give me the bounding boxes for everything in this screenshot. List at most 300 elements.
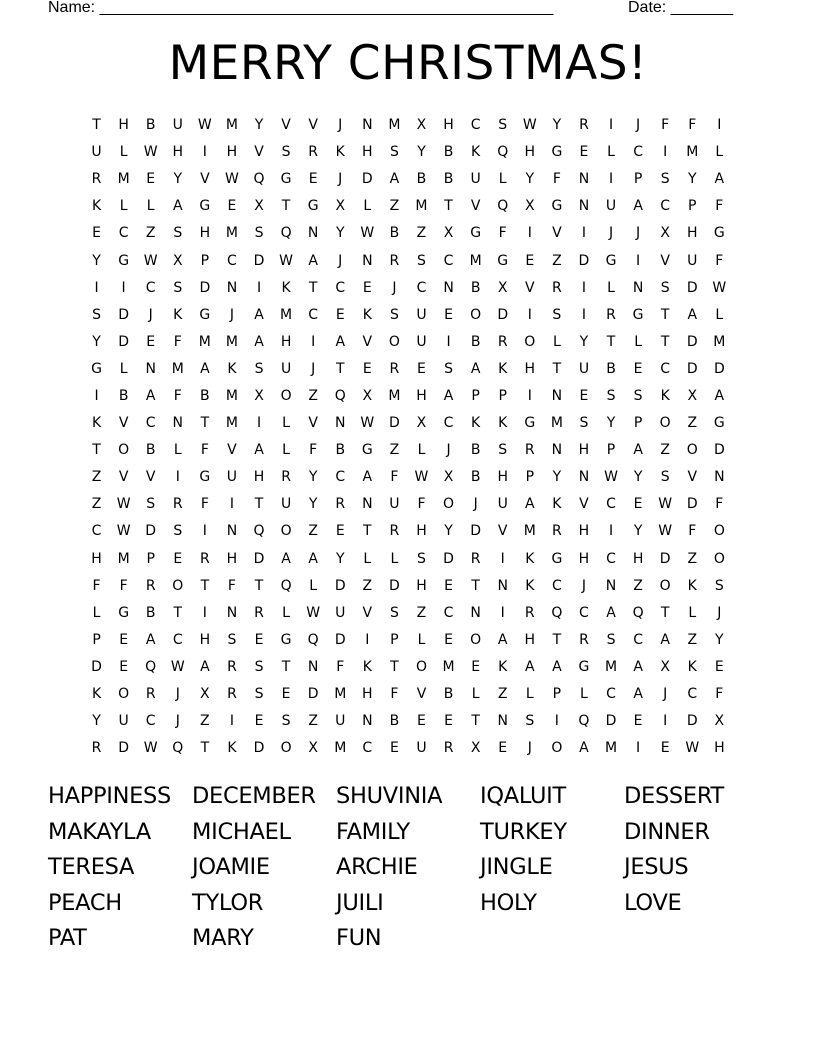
word-bank-item: JESUS bbox=[624, 854, 689, 880]
grid-letter: G bbox=[307, 198, 319, 215]
grid-letter: D bbox=[389, 415, 400, 432]
grid-letter: Z bbox=[687, 631, 698, 648]
grid-letter: S bbox=[146, 496, 156, 513]
word-bank-item: HOLY bbox=[480, 889, 537, 916]
grid-letter: Q bbox=[307, 631, 319, 648]
grid-row bbox=[83, 546, 733, 573]
grid-letter: R bbox=[389, 523, 400, 540]
word-bank-item: MAKAYLA bbox=[48, 818, 151, 845]
grid-letter: J bbox=[636, 117, 641, 134]
grid-letter: E bbox=[254, 631, 264, 648]
grid-letter: F bbox=[390, 686, 399, 703]
grid-letter: T bbox=[660, 333, 670, 350]
grid-letter: T bbox=[552, 631, 562, 648]
grid-letter: R bbox=[254, 604, 264, 621]
grid-letter: W bbox=[306, 604, 321, 621]
grid-letter: A bbox=[714, 387, 725, 404]
grid-letter: Z bbox=[416, 604, 427, 621]
grid-letter: T bbox=[660, 604, 670, 621]
grid-letter: B bbox=[443, 171, 454, 188]
grid-letter: I bbox=[446, 333, 451, 350]
grid-letter: M bbox=[442, 658, 455, 675]
grid-letter: X bbox=[254, 198, 264, 215]
grid-letter: R bbox=[552, 523, 562, 540]
grid-letter: U bbox=[172, 117, 183, 134]
grid-letter: F bbox=[552, 171, 561, 188]
grid-letter: L bbox=[580, 686, 588, 703]
grid-letter: E bbox=[579, 144, 589, 161]
grid-letter: S bbox=[281, 713, 291, 730]
word-bank-item: DESSERT bbox=[624, 783, 724, 809]
grid-letter: L bbox=[146, 198, 155, 215]
grid-letter: U bbox=[497, 496, 508, 513]
grid-letter: S bbox=[389, 144, 399, 161]
grid-letter: W bbox=[279, 252, 293, 269]
grid-letter: Z bbox=[308, 387, 318, 404]
grid-letter: V bbox=[362, 604, 373, 621]
grid-letter: M bbox=[225, 415, 238, 432]
grid-letter: T bbox=[335, 360, 345, 377]
grid-letter: N bbox=[226, 523, 238, 540]
word-bank-item: MICHAEL bbox=[192, 818, 291, 845]
grid-letter: H bbox=[578, 523, 590, 540]
grid-letter: P bbox=[633, 415, 643, 432]
grid-letter: Z bbox=[308, 713, 318, 730]
grid-letter: A bbox=[281, 550, 291, 567]
grid-letter: D bbox=[118, 306, 129, 323]
grid-letter: B bbox=[145, 604, 156, 621]
grid-letter: G bbox=[361, 442, 373, 459]
grid-letter: N bbox=[226, 604, 238, 621]
grid-letter: H bbox=[578, 442, 590, 459]
grid-letter: A bbox=[633, 198, 643, 215]
grid-letter: L bbox=[525, 686, 534, 703]
grid-letter: A bbox=[525, 658, 535, 675]
grid-row bbox=[83, 654, 733, 681]
grid-letter: N bbox=[362, 496, 373, 513]
grid-letter: Y bbox=[92, 333, 101, 350]
word-bank-item: LOVE bbox=[624, 889, 682, 916]
grid-letter: Y bbox=[552, 117, 562, 134]
grid-letter: T bbox=[173, 604, 183, 621]
grid-letter: G bbox=[199, 469, 211, 486]
grid-letter: A bbox=[687, 306, 698, 323]
grid-letter: A bbox=[254, 306, 264, 323]
name-field-label: Name: ___________________________________________________ bbox=[48, 0, 554, 16]
grid-letter: H bbox=[578, 550, 590, 567]
grid-letter: N bbox=[362, 713, 373, 730]
grid-letter: F bbox=[715, 198, 724, 215]
grid-letter: N bbox=[578, 171, 590, 188]
grid-letter: N bbox=[470, 604, 481, 621]
grid-letter: E bbox=[633, 496, 643, 513]
grid-letter: K bbox=[362, 658, 372, 675]
grid-letter: B bbox=[443, 686, 454, 703]
grid-letter: F bbox=[688, 523, 697, 540]
grid-letter: A bbox=[633, 658, 643, 675]
grid-letter: X bbox=[443, 225, 454, 242]
grid-letter: L bbox=[634, 333, 642, 350]
grid-letter: V bbox=[579, 496, 589, 513]
grid-letter: I bbox=[202, 604, 207, 621]
grid-letter: K bbox=[552, 496, 562, 513]
grid-letter: M bbox=[198, 333, 211, 350]
grid-letter: A bbox=[714, 171, 725, 188]
grid-letter: X bbox=[714, 713, 725, 730]
grid-letter: P bbox=[390, 631, 399, 648]
grid-letter: C bbox=[145, 279, 156, 296]
grid-letter: L bbox=[390, 550, 399, 567]
grid-letter: T bbox=[471, 577, 480, 594]
grid-letter: Q bbox=[334, 387, 346, 404]
grid-row bbox=[83, 708, 733, 735]
grid-letter: T bbox=[444, 198, 453, 215]
grid-letter: S bbox=[254, 658, 264, 675]
grid-letter: S bbox=[525, 713, 535, 730]
grid-letter: C bbox=[443, 415, 454, 432]
grid-letter: J bbox=[229, 306, 234, 323]
grid-letter: N bbox=[362, 252, 373, 269]
grid-letter: L bbox=[417, 442, 426, 459]
grid-letter: D bbox=[443, 550, 454, 567]
grid-letter: G bbox=[199, 198, 211, 215]
grid-letter: D bbox=[334, 577, 346, 594]
grid-letter: H bbox=[524, 144, 536, 161]
grid-letter: Z bbox=[145, 225, 156, 242]
grid-letter: D bbox=[686, 713, 698, 730]
grid-letter: Q bbox=[280, 225, 292, 242]
grid-letter: Z bbox=[416, 225, 427, 242]
grid-row bbox=[83, 247, 733, 274]
grid-letter: A bbox=[443, 387, 454, 404]
grid-letter: W bbox=[522, 117, 537, 134]
grid-letter: I bbox=[608, 117, 614, 134]
grid-letter: E bbox=[362, 279, 372, 296]
grid-letter: C bbox=[443, 252, 454, 269]
grid-letter: L bbox=[363, 550, 372, 567]
grid-letter: J bbox=[717, 604, 722, 621]
grid-letter: L bbox=[119, 360, 128, 377]
grid-letter: D bbox=[713, 442, 725, 459]
grid-letter: Z bbox=[91, 469, 102, 486]
grid-letter: V bbox=[687, 469, 698, 486]
grid-letter: B bbox=[389, 225, 400, 242]
grid-letter: J bbox=[175, 686, 180, 703]
grid-letter: J bbox=[663, 686, 668, 703]
grid-letter: D bbox=[118, 740, 129, 757]
grid-letter: V bbox=[416, 686, 427, 703]
grid-letter: E bbox=[444, 577, 453, 594]
grid-letter: R bbox=[145, 686, 156, 703]
grid-letter: K bbox=[281, 279, 291, 296]
grid-letter: E bbox=[335, 306, 345, 323]
grid-letter: T bbox=[200, 577, 210, 594]
grid-letter: U bbox=[416, 306, 427, 323]
grid-letter: Z bbox=[200, 713, 210, 730]
grid-row bbox=[83, 383, 733, 410]
grid-letter: E bbox=[389, 740, 399, 757]
grid-letter: U bbox=[416, 740, 427, 757]
grid-letter: A bbox=[660, 631, 670, 648]
grid-letter: Z bbox=[687, 415, 698, 432]
grid-letter: U bbox=[91, 144, 102, 161]
grid-letter: R bbox=[308, 144, 319, 161]
grid-letter: L bbox=[688, 604, 697, 621]
grid-letter: K bbox=[227, 360, 237, 377]
grid-letter: L bbox=[715, 306, 724, 323]
grid-row bbox=[83, 410, 733, 437]
grid-letter: E bbox=[227, 198, 237, 215]
grid-letter: G bbox=[280, 631, 292, 648]
grid-letter: O bbox=[524, 333, 536, 350]
grid-letter: N bbox=[362, 117, 373, 134]
grid-letter: D bbox=[497, 306, 509, 323]
grid-letter: F bbox=[173, 387, 182, 404]
grid-letter: R bbox=[524, 442, 535, 459]
grid-letter: V bbox=[145, 469, 156, 486]
grid-letter: E bbox=[281, 686, 291, 703]
grid-letter: E bbox=[714, 658, 724, 675]
grid-letter: S bbox=[254, 360, 264, 377]
grid-letter: W bbox=[414, 469, 429, 486]
grid-letter: S bbox=[389, 306, 399, 323]
grid-letter: R bbox=[145, 577, 156, 594]
grid-letter: T bbox=[281, 198, 291, 215]
grid-letter: T bbox=[200, 415, 210, 432]
grid-letter: S bbox=[498, 117, 508, 134]
grid-letter: K bbox=[525, 577, 535, 594]
grid-letter: N bbox=[307, 225, 319, 242]
grid-row bbox=[83, 491, 733, 518]
grid-letter: V bbox=[552, 225, 562, 242]
grid-letter: L bbox=[552, 333, 561, 350]
grid-letter: X bbox=[416, 117, 427, 134]
grid-letter: D bbox=[686, 333, 698, 350]
grid-row bbox=[83, 518, 733, 545]
grid-letter: C bbox=[172, 631, 183, 648]
grid-letter: P bbox=[92, 631, 101, 648]
grid-letter: I bbox=[636, 252, 641, 269]
grid-letter: H bbox=[497, 469, 508, 486]
grid-letter: J bbox=[527, 740, 532, 757]
grid-letter: S bbox=[173, 279, 183, 296]
grid-letter: C bbox=[606, 496, 616, 513]
grid-letter: O bbox=[280, 523, 292, 540]
grid-letter: E bbox=[444, 713, 453, 730]
grid-letter: V bbox=[118, 469, 129, 486]
grid-letter: S bbox=[606, 631, 616, 648]
grid-letter: O bbox=[415, 658, 427, 675]
grid-letter: L bbox=[309, 577, 318, 594]
grid-letter: J bbox=[446, 442, 451, 459]
grid-letter: E bbox=[444, 306, 453, 323]
grid-letter: B bbox=[470, 279, 481, 296]
grid-letter: W bbox=[658, 496, 673, 513]
grid-letter: G bbox=[118, 604, 130, 621]
grid-letter: A bbox=[254, 442, 264, 459]
grid-letter: L bbox=[607, 144, 615, 161]
grid-letter: O bbox=[713, 550, 725, 567]
grid-letter: R bbox=[227, 658, 237, 675]
grid-letter: K bbox=[525, 550, 535, 567]
grid-letter: A bbox=[606, 604, 616, 621]
grid-letter: X bbox=[308, 740, 318, 757]
grid-letter: C bbox=[145, 713, 156, 730]
word-bank-item: TERESA bbox=[48, 854, 135, 880]
grid-letter: K bbox=[498, 360, 508, 377]
grid-letter: A bbox=[172, 198, 183, 215]
grid-letter: K bbox=[471, 144, 481, 161]
grid-letter: R bbox=[579, 117, 589, 134]
grid-letter: M bbox=[117, 550, 130, 567]
grid-letter: I bbox=[608, 523, 614, 540]
grid-letter: Y bbox=[92, 713, 101, 730]
grid-letter: D bbox=[686, 496, 698, 513]
grid-letter: D bbox=[361, 171, 373, 188]
grid-letter: K bbox=[227, 740, 237, 757]
grid-letter: M bbox=[334, 686, 347, 703]
word-bank-item: JUILI bbox=[336, 889, 384, 916]
grid-letter: D bbox=[605, 713, 617, 730]
grid-letter: E bbox=[471, 658, 481, 675]
grid-letter: P bbox=[633, 171, 643, 188]
grid-letter: K bbox=[498, 415, 508, 432]
grid-letter: F bbox=[688, 117, 697, 134]
grid-letter: Y bbox=[254, 117, 264, 134]
grid-letter: A bbox=[633, 686, 643, 703]
grid-letter: U bbox=[389, 496, 400, 513]
grid-letter: X bbox=[362, 387, 373, 404]
grid-letter: A bbox=[200, 658, 210, 675]
grid-letter: V bbox=[308, 415, 318, 432]
grid-letter: X bbox=[687, 387, 698, 404]
grid-letter: Y bbox=[444, 523, 453, 540]
grid-letter: H bbox=[226, 550, 238, 567]
grid-letter: D bbox=[199, 279, 211, 296]
grid-letter: I bbox=[202, 523, 207, 540]
grid-letter: E bbox=[119, 631, 129, 648]
grid-letter: A bbox=[525, 496, 535, 513]
grid-letter: J bbox=[473, 496, 478, 513]
grid-letter: N bbox=[605, 577, 617, 594]
grid-letter: P bbox=[552, 686, 562, 703]
word-bank-item: PAT bbox=[48, 925, 87, 951]
grid-letter: M bbox=[604, 658, 618, 675]
grid-letter: S bbox=[417, 252, 426, 269]
grid-letter: I bbox=[229, 713, 234, 730]
grid-letter: I bbox=[229, 496, 234, 513]
grid-letter: D bbox=[389, 577, 400, 594]
grid-letter: J bbox=[338, 117, 343, 134]
grid-letter: H bbox=[280, 333, 292, 350]
grid-letter: D bbox=[713, 360, 725, 377]
grid-letter: G bbox=[524, 415, 536, 432]
grid-letter: O bbox=[280, 387, 292, 404]
grid-letter: U bbox=[226, 469, 238, 486]
grid-letter: Z bbox=[497, 686, 508, 703]
grid-letter: A bbox=[254, 333, 264, 350]
grid-letter: P bbox=[525, 469, 535, 486]
grid-letter: F bbox=[227, 577, 236, 594]
grid-letter: R bbox=[91, 740, 102, 757]
grid-letter: G bbox=[91, 360, 102, 377]
grid-letter: E bbox=[335, 523, 345, 540]
grid-row bbox=[83, 627, 733, 654]
grid-letter: I bbox=[663, 144, 668, 161]
grid-letter: M bbox=[686, 144, 699, 161]
grid-row bbox=[83, 573, 733, 600]
grid-letter: A bbox=[552, 658, 562, 675]
grid-letter: L bbox=[715, 144, 724, 161]
grid-letter: B bbox=[145, 117, 156, 134]
grid-letter: M bbox=[713, 333, 726, 350]
grid-letter: O bbox=[443, 496, 455, 513]
grid-letter: A bbox=[362, 469, 373, 486]
grid-letter: C bbox=[118, 225, 129, 242]
grid-letter: E bbox=[498, 740, 508, 757]
grid-letter: E bbox=[444, 631, 453, 648]
word-bank-item: JOAMIE bbox=[192, 854, 270, 880]
grid-letter: T bbox=[254, 496, 264, 513]
grid-letter: H bbox=[686, 225, 698, 242]
grid-letter: I bbox=[581, 279, 587, 296]
grid-letter: S bbox=[714, 577, 724, 594]
grid-row bbox=[83, 139, 733, 166]
grid-letter: B bbox=[145, 442, 156, 459]
grid-letter: Q bbox=[280, 577, 292, 594]
grid-letter: I bbox=[500, 550, 505, 567]
grid-letter: A bbox=[200, 360, 210, 377]
grid-letter: I bbox=[94, 387, 99, 404]
grid-letter: C bbox=[660, 360, 671, 377]
grid-letter: C bbox=[227, 252, 237, 269]
grid-letter: Z bbox=[389, 442, 400, 459]
grid-letter: S bbox=[173, 523, 183, 540]
word-bank-item: IQALUIT bbox=[480, 783, 566, 809]
grid-letter: S bbox=[417, 550, 426, 567]
grid-letter: E bbox=[417, 360, 426, 377]
grid-letter: W bbox=[604, 469, 618, 486]
grid-letter: V bbox=[470, 198, 481, 215]
grid-letter: R bbox=[497, 333, 508, 350]
grid-letter: X bbox=[172, 252, 183, 269]
grid-letter: Y bbox=[579, 333, 589, 350]
grid-letter: S bbox=[579, 415, 589, 432]
grid-letter: G bbox=[551, 198, 563, 215]
grid-letter: L bbox=[607, 279, 615, 296]
grid-letter: S bbox=[606, 387, 616, 404]
grid-letter: J bbox=[311, 360, 316, 377]
grid-letter: I bbox=[717, 117, 722, 134]
grid-letter: C bbox=[660, 198, 671, 215]
word-bank-item: ARCHIE bbox=[336, 854, 418, 880]
word-bank-item: PEACH bbox=[48, 889, 122, 916]
grid-letter: B bbox=[200, 387, 210, 404]
grid-letter: U bbox=[605, 198, 617, 215]
grid-letter: W bbox=[712, 279, 727, 296]
grid-letter: X bbox=[416, 415, 427, 432]
grid-letter: A bbox=[308, 252, 318, 269]
grid-letter: R bbox=[470, 550, 481, 567]
grid-letter: H bbox=[443, 117, 454, 134]
grid-letter: I bbox=[256, 415, 262, 432]
grid-letter: T bbox=[254, 577, 264, 594]
grid-letter: X bbox=[470, 740, 481, 757]
grid-letter: B bbox=[118, 387, 129, 404]
grid-letter: H bbox=[253, 469, 265, 486]
word-bank-item: TURKEY bbox=[480, 818, 567, 845]
grid-letter: N bbox=[632, 279, 644, 296]
